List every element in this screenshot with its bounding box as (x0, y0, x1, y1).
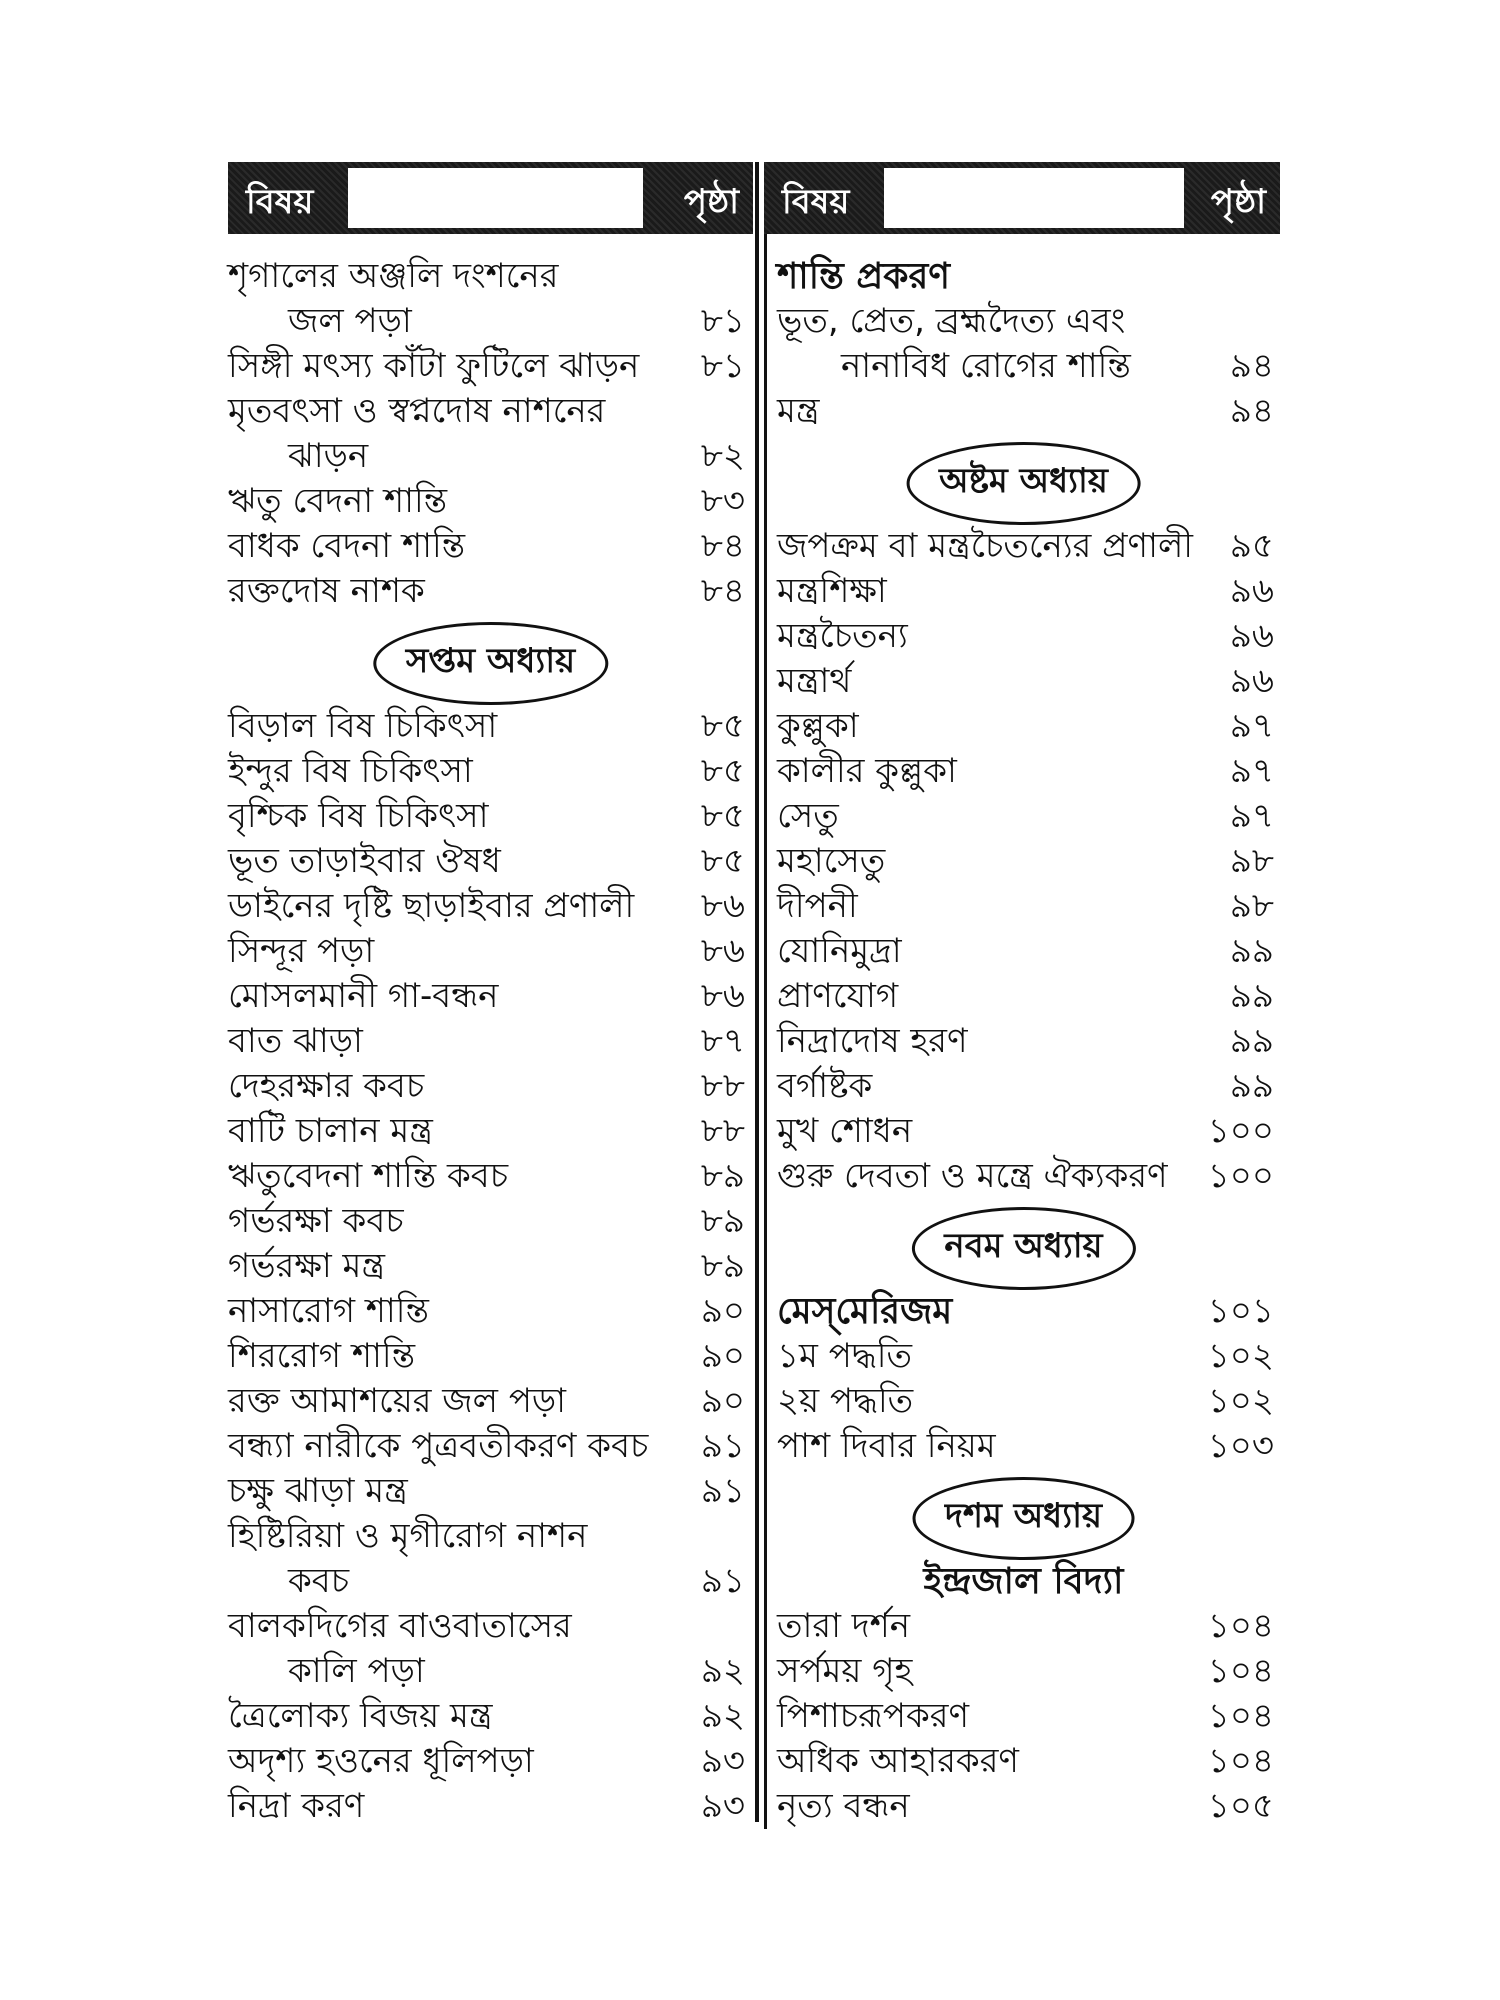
toc-entry (767, 1064, 1280, 1109)
entry-title: অদৃশ্য হওনের ধূলিপড়া (228, 1741, 534, 1781)
toc-entry (767, 794, 1280, 839)
toc-entry (228, 434, 753, 479)
entry-title: নিদ্রা করণ (228, 1786, 365, 1826)
entry-page-number: ১০৩ (1207, 1426, 1274, 1466)
toc-entry (228, 839, 753, 884)
toc-entry (228, 749, 753, 794)
entry-title: ঝাড়ন (288, 436, 369, 476)
toc-entry (228, 929, 753, 974)
entry-page-number: ৯৭ (1229, 796, 1274, 836)
entry-page-number: ৯৯ (1229, 1066, 1274, 1106)
entry-title: কুল্লুকা (777, 706, 859, 746)
entry-title: বাত ঝাড়া (228, 1021, 363, 1061)
toc-entry (767, 1289, 1280, 1334)
chapter-heading (767, 434, 1280, 524)
entry-title: মহাসেতু (777, 841, 886, 881)
toc-entry (228, 1649, 753, 1694)
entry-title: মন্ত্রচৈতন্য (777, 616, 908, 656)
entry-title: গর্ভরক্ষা কবচ (228, 1201, 404, 1241)
toc-entry (228, 794, 753, 839)
entry-title: মন্ত্রশিক্ষা (777, 571, 887, 611)
entry-title: বাটি চালান মন্ত্র (228, 1111, 433, 1151)
entry-title: সিঙ্গী মৎস্য কাঁটা ফুটিলে ঝাড়ন (228, 346, 640, 386)
entry-title: বালকদিগের বাওবাতাসের (228, 1606, 572, 1646)
toc-entry (228, 974, 753, 1019)
toc-entry (767, 1424, 1280, 1469)
toc-entry (228, 1469, 753, 1514)
entry-title: বর্গাষ্টক (777, 1066, 873, 1106)
entry-page-number: ৮৫ (700, 796, 745, 836)
toc-entry (767, 569, 1280, 614)
entry-title: বাধক বেদনা শান্তি (228, 526, 466, 566)
toc-entry (228, 1514, 753, 1559)
entry-title: সিন্দূর পড়া (228, 931, 375, 971)
entry-page-number: ৯৯ (1229, 976, 1274, 1016)
entry-page-number: ৯০ (700, 1336, 745, 1376)
toc-entry (767, 884, 1280, 929)
entry-title: নানাবিধ রোগের শান্তি (841, 346, 1131, 386)
toc-right-column (764, 162, 1280, 1829)
entry-title: ঋতুবেদনা শান্তি কবচ (228, 1156, 509, 1196)
entry-title: বন্ধ্যা নারীকে পুত্রবতীকরণ কবচ (228, 1426, 649, 1466)
toc-entry (767, 929, 1280, 974)
entry-page-number: ৮৪ (700, 571, 745, 611)
toc-entry (228, 569, 753, 614)
entry-page-number: ৮৭ (700, 1021, 745, 1061)
toc-entry (767, 749, 1280, 794)
toc-entry (767, 344, 1280, 389)
toc-entry (228, 1019, 753, 1064)
entry-title: দীপনী (777, 886, 858, 926)
toc-entry (767, 1154, 1280, 1199)
entry-page-number: ১০৪ (1207, 1651, 1274, 1691)
entry-page-number: ৯২ (700, 1696, 745, 1736)
entry-page-number: ৮৬ (700, 931, 745, 971)
toc-entry (228, 1739, 753, 1784)
entry-page-number: ৮৫ (700, 841, 745, 881)
entry-page-number: ৯০ (700, 1381, 745, 1421)
page-heading: পৃষ্ঠা (683, 182, 739, 222)
entry-page-number: ১০৪ (1207, 1696, 1274, 1736)
entry-page-number: ৯১ (700, 1471, 745, 1511)
entry-page-number: ৯৯ (1229, 1021, 1274, 1061)
toc-entry (228, 1109, 753, 1154)
entry-page-number: ৯৬ (1229, 616, 1274, 656)
chapter-heading (767, 1199, 1280, 1289)
entry-title: পাশ দিবার নিয়ম (777, 1426, 996, 1466)
entry-page-number: ১০৪ (1207, 1741, 1274, 1781)
left-entries (228, 234, 753, 1829)
entry-title: রক্তদোষ নাশক (228, 571, 425, 611)
entry-page-number: ৯৭ (1229, 706, 1274, 746)
entry-title: দেহরক্ষার কবচ (228, 1066, 425, 1106)
entry-title: মৃতবৎসা ও স্বপ্নদোষ নাশনের (228, 391, 606, 431)
toc-entry (228, 389, 753, 434)
entry-title: ইন্দুর বিষ চিকিৎসা (228, 751, 473, 791)
entry-title: নৃত্য বন্ধন (777, 1786, 910, 1826)
entry-page-number: ৮১ (700, 346, 745, 386)
entry-title: নাসারোগ শান্তি (228, 1291, 429, 1331)
chapter-oval-label: দশম অধ্যায় (912, 1477, 1135, 1560)
toc-entry (228, 1784, 753, 1829)
entry-title: মোসলমানী গা-বন্ধন (228, 976, 499, 1016)
entry-page-number: ৮৪ (700, 526, 745, 566)
toc-entry (767, 1109, 1280, 1154)
toc-left-column (228, 162, 753, 1829)
entry-page-number: ৮৯ (700, 1156, 745, 1196)
header-blank (884, 168, 1184, 228)
toc-entry (228, 1694, 753, 1739)
entry-title: কবচ (288, 1561, 350, 1601)
left-column-header (228, 162, 753, 234)
toc-entry (767, 1379, 1280, 1424)
entry-title: ভূত, প্রেত, ব্রহ্মদৈত্য এবং (777, 301, 1126, 341)
entry-title: মেস্‌মেরিজম (777, 1291, 953, 1332)
page-heading: পৃষ্ঠা (1210, 182, 1266, 222)
toc-entry (767, 299, 1280, 344)
section-heading (767, 1559, 1280, 1604)
entry-page-number: ৯৬ (1229, 661, 1274, 701)
entry-page-number: ৯৭ (1229, 751, 1274, 791)
entry-page-number: ৯৩ (700, 1741, 745, 1781)
entry-page-number: ৯৮ (1229, 886, 1274, 926)
right-entries (764, 234, 1280, 1829)
toc-entry (767, 1739, 1280, 1784)
toc-entry (228, 524, 753, 569)
entry-title: ঋতু বেদনা শান্তি (228, 481, 448, 521)
chapter-heading (767, 1469, 1280, 1559)
toc-entry (228, 1604, 753, 1649)
toc-entry (228, 299, 753, 344)
entry-page-number: ৯৫ (1229, 526, 1274, 566)
entry-page-number: ৮৯ (700, 1246, 745, 1286)
toc-entry (767, 704, 1280, 749)
chapter-oval-label: অষ্টম অধ্যায় (906, 442, 1141, 525)
entry-title: বিড়াল বিষ চিকিৎসা (228, 706, 498, 746)
entry-title: গুরু দেবতা ও মন্ত্রে ঐক্যকরণ (777, 1156, 1168, 1196)
entry-title: মন্ত্র (777, 391, 820, 431)
entry-title: শিররোগ শান্তি (228, 1336, 415, 1376)
entry-page-number: ৮৮ (700, 1111, 745, 1151)
entry-title: যোনিমুদ্রা (777, 931, 902, 971)
toc-entry (767, 1604, 1280, 1649)
entry-page-number: ১০২ (1207, 1336, 1274, 1376)
toc-entry (767, 614, 1280, 659)
entry-page-number: ৮৫ (700, 706, 745, 746)
entry-title: মন্ত্রার্থ (777, 661, 852, 701)
entry-title: বৃশ্চিক বিষ চিকিৎসা (228, 796, 489, 836)
entry-page-number: ৯১ (700, 1426, 745, 1466)
entry-page-number: ৯২ (700, 1651, 745, 1691)
toc-page (228, 162, 1280, 1826)
entry-page-number: ৯৯ (1229, 931, 1274, 971)
entry-page-number: ৮৯ (700, 1201, 745, 1241)
toc-entry (767, 1784, 1280, 1829)
toc-entry (228, 1154, 753, 1199)
right-column-header (764, 162, 1280, 234)
entry-title: কালীর কুল্লুকা (777, 751, 957, 791)
entry-title: ভূত তাড়াইবার ঔষধ (228, 841, 501, 881)
toc-entry (228, 1379, 753, 1424)
entry-title: জপক্রম বা মন্ত্রচৈতন্যের প্রণালী (777, 526, 1194, 566)
toc-entry (228, 254, 753, 299)
entry-page-number: ৯৪ (1229, 346, 1274, 386)
entry-title: গর্ভরক্ষা মন্ত্র (228, 1246, 386, 1286)
entry-title: ত্রৈলোক্য বিজয় মন্ত্র (228, 1696, 493, 1736)
entry-title: কালি পড়া (288, 1651, 425, 1691)
entry-page-number: ৯৩ (700, 1786, 745, 1826)
entry-page-number: ১০০ (1207, 1111, 1274, 1151)
toc-entry (767, 1019, 1280, 1064)
section-title: ইন্দ্রজাল বিদ্যা (923, 1561, 1124, 1602)
toc-entry (767, 389, 1280, 434)
toc-entry (228, 1289, 753, 1334)
entry-page-number: ৮১ (700, 301, 745, 341)
toc-entry (767, 659, 1280, 704)
entry-title: ২য় পদ্ধতি (777, 1381, 914, 1421)
entry-title: জল পড়া (288, 301, 412, 341)
entry-page-number: ৯৬ (1229, 571, 1274, 611)
entry-page-number: ৮২ (700, 436, 745, 476)
toc-entry (228, 1064, 753, 1109)
entry-title: ১ম পদ্ধতি (777, 1336, 913, 1376)
entry-page-number: ৯০ (700, 1291, 745, 1331)
column-divider (755, 162, 759, 1822)
entry-title: চক্ষু ঝাড়া মন্ত্র (228, 1471, 408, 1511)
entry-page-number: ৮৩ (700, 481, 745, 521)
toc-entry (228, 1244, 753, 1289)
toc-entry (767, 1694, 1280, 1739)
toc-entry (767, 839, 1280, 884)
entry-page-number: ৮৫ (700, 751, 745, 791)
chapter-oval-label: নবম অধ্যায় (911, 1207, 1135, 1290)
entry-page-number: ৯৮ (1229, 841, 1274, 881)
toc-entry (228, 344, 753, 389)
entry-title: মুখ শোধন (777, 1111, 913, 1151)
entry-page-number: ১০০ (1207, 1156, 1274, 1196)
entry-title: সর্পময় গৃহ (777, 1651, 913, 1691)
toc-entry (228, 1334, 753, 1379)
entry-title: অধিক আহারকরণ (777, 1741, 1019, 1781)
entry-page-number: ৯৪ (1229, 391, 1274, 431)
toc-entry (228, 704, 753, 749)
entry-title: ডাইনের দৃষ্টি ছাড়াইবার প্রণালী (228, 886, 635, 926)
entry-title: হিষ্টিরিয়া ও মৃগীরোগ নাশন (228, 1516, 588, 1556)
entry-page-number: ১০৫ (1207, 1786, 1274, 1826)
entry-page-number: ৮৬ (700, 976, 745, 1016)
toc-entry (228, 1559, 753, 1604)
toc-entry (767, 1649, 1280, 1694)
entry-title: শৃগালের অঞ্জলি দংশনের (228, 256, 559, 296)
toc-entry (228, 1424, 753, 1469)
entry-title: প্রাণযোগ (777, 976, 899, 1016)
entry-page-number: ৮৮ (700, 1066, 745, 1106)
entry-title: পিশাচরূপকরণ (777, 1696, 970, 1736)
entry-title: তারা দর্শন (777, 1606, 911, 1646)
entry-title: রক্ত আমাশয়ের জল পড়া (228, 1381, 567, 1421)
header-blank (348, 168, 643, 228)
chapter-heading (228, 614, 753, 704)
entry-title: নিদ্রাদোষ হরণ (777, 1021, 968, 1061)
entry-page-number: ৯১ (700, 1561, 745, 1601)
toc-entry (767, 974, 1280, 1019)
toc-entry (228, 1199, 753, 1244)
topic-heading: বিষয় (246, 182, 314, 222)
chapter-oval-label: সপ্তম অধ্যায় (373, 622, 608, 705)
toc-entry (228, 884, 753, 929)
entry-page-number: ১০২ (1207, 1381, 1274, 1421)
entry-title: সেতু (777, 796, 839, 836)
entry-page-number: ১০১ (1207, 1291, 1274, 1331)
entry-page-number: ১০৪ (1207, 1606, 1274, 1646)
toc-entry (767, 1334, 1280, 1379)
section-title: শান্তি প্রকরণ (777, 256, 951, 297)
toc-entry (767, 524, 1280, 569)
topic-heading: বিষয় (782, 182, 850, 222)
section-heading (767, 254, 1280, 299)
toc-entry (228, 479, 753, 524)
entry-page-number: ৮৬ (700, 886, 745, 926)
